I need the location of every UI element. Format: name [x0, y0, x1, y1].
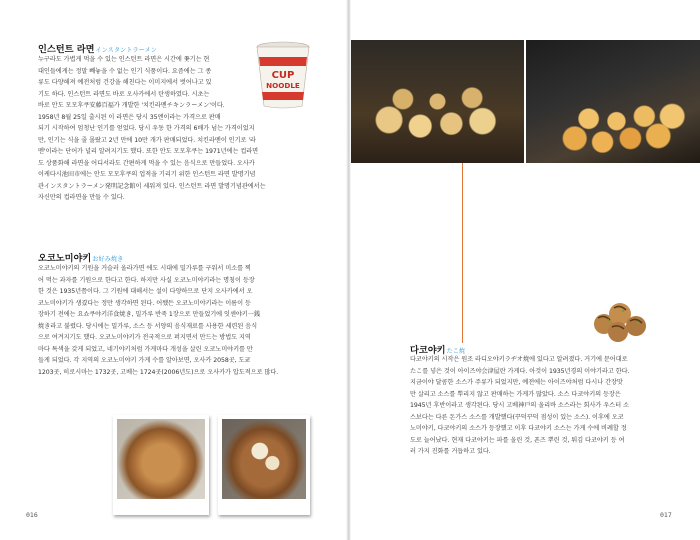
svg-text:NOODLE: NOODLE [266, 81, 300, 90]
text-line: 관インスタントラーメン発明記念館이 세워져 있다. 인스턴트 라면 발명기념관에서는 [38, 182, 266, 190]
text-line: 도 상품화해 라면을 어디서라도 간편하게 먹을 수 있는 음식으로 만들었다. 오사카 [38, 159, 255, 167]
text-line: 이케다시池田市에는 안도 모모후쿠의 업적을 기리기 위한 인스턴트 라면 발명기념 [38, 171, 256, 178]
text-line: 焼き라고 불렸다. 당시에는 밀가루, 소스 등 서양의 음식재료를 사용한 세련된 음식 [38, 322, 258, 330]
okonomiyaki-photo-1 [117, 419, 205, 499]
takoyaki-heading: 다코야키たこ焼 [410, 345, 466, 356]
text-line: 코노미야키가 생겼다는 정만 생각하면 된다. 어쨌든 오코노미야키라는 이름이 등 [38, 299, 251, 307]
takoyaki-balls-image [590, 296, 652, 346]
text-line: たこ를 넣은 것이 아이즈야会津屋란 가게다. 아것이 1935년경의 이야기라고 한다. [410, 367, 630, 375]
text-line: 지금이야 달콤한 소스가 주류가 되었지만, 예전에는 아이즈야처럼 다시나 간장맛 [410, 379, 623, 386]
left-page-number: 016 [26, 511, 38, 519]
okonomiyaki-heading: 오코노미야키お好み焼き [38, 253, 124, 264]
text-line: 기도 하다. 인스턴트 라면도 바로 오사카에서 탄생하였다. 시초는 [38, 90, 210, 98]
text-line: 장하기 전에는 요쇼쿠야키洋食焼き, 밀가루 반죽 1장으로 만들었기에 잇센야키一銭 [38, 311, 261, 318]
okonomiyaki-photo-frame-1 [113, 415, 209, 515]
text-line: 만, 인기는 식을 줄 몰랐고 2년 만에 10만 개가 판매되었다. 치킨라멘이 인기로 '라 [38, 136, 256, 144]
text-line: 1203곳, 히로시마는 1732곳, 고베는 1724곳(2006년도)으로 오사카가 압도적으로 많다. [38, 368, 279, 376]
ramen-heading: 인스턴트 라면インスタントラーメン [38, 44, 157, 55]
text-line: 노미야키, 다코야키의 소스가 등장했고 이후 다코야키 소스는 가게 수에 비례할 정 [410, 425, 627, 432]
text-line: 대인들에게는 정말 빼놓을 수 없는 인기 식품이다. 요즘에는 그 종 [38, 67, 212, 75]
text-line: 1958년 8월 25일 출시된 이 라면은 당시 35엔이라는 가격으로 판매 [38, 113, 221, 121]
text-line: 오코노미야키의 기원을 거슬러 올라가면 에도 시대에 밀가루를 구워서 미소를 찍 [38, 265, 251, 272]
text-line: 만 살리고 소스를 뿌리지 않고 판매하는 가게가 많았다. 소스 다코야키의 등장은 [410, 390, 621, 398]
svg-text:CUP: CUP [271, 70, 295, 81]
text-line: 멘'이라는 단어가 널리 알려지기도 했다. 또한 안도 모모후쿠는 1971년에는 컵라면 [38, 148, 259, 155]
text-line: 어 먹는 과자를 기원으로 한다고 한다. 하지만 사실 오코노미야키라는 명칭이 등장 [38, 276, 255, 284]
takoyaki-stall-photo [351, 40, 524, 163]
text-line: 스보다는 다른 돈가스 소스를 개발했다(꾸덕꾸덕 점성이 있는 소스). 이후에 오코 [410, 413, 624, 421]
text-line: 자신만의 컵라면을 만들 수 있다. [38, 194, 125, 201]
takoyaki-body-text [410, 354, 688, 458]
text-line: 류도 다양해져 예전처럼 건강을 해친다는 이미지에서 벗어나고 있 [38, 79, 212, 86]
text-line: 도로 늘어났다. 현재 다코야키는 파를 올린 것, 폰즈 뿌린 것, 튀김 다코야키 등 여 [410, 436, 625, 444]
text-line: 러 가지 진화를 거듭하고 있다. [410, 448, 491, 455]
takoyaki-grill-photo [526, 40, 700, 163]
text-line: 으로 여겨지기도 했다. 오코노미야키가 전국적으로 퍼지면서 만드는 방법도 지역 [38, 334, 251, 341]
text-line: 1945년 후반이라고 생각된다. 당시 고베神戸의 올리바 소스라는 회사가 우스터 소 [410, 402, 629, 409]
text-line: 바로 안도 모모후쿠安藤百福가 개발한 '치킨라멘チキンラーメン'이다. [38, 102, 225, 109]
okonomiyaki-body-text [38, 263, 328, 378]
okonomiyaki-photo-2 [222, 419, 306, 499]
text-line: 다코야키의 시작은 원조 라디오야키ラヂオ焼에 있다고 알려졌다. 거기에 문어대로 [410, 356, 628, 363]
cup-noodle-image [252, 40, 314, 110]
vertical-divider [462, 163, 463, 343]
text-line: 누구라도 가볍게 먹을 수 있는 인스턴트 라면은 시간에 쫓기는 현 [38, 56, 210, 63]
text-line: 한 것은 1935년쯤이다. 그 기원에 대해서는 설이 다양하므로 단지 오사카에서 오 [38, 288, 253, 295]
text-line: 마다 특색을 갖게 되었고, 네기야키처럼 가게마다 개성을 살린 오코노미야키를 만 [38, 345, 253, 353]
right-page-number: 017 [660, 511, 672, 519]
text-line: 들게 되었다. 각 지역의 오코노미야키 가게 수를 알아보면, 오사카 2058곳, 도쿄 [38, 357, 251, 364]
text-line: 되기 시작하여 엄청난 인기를 얻었다. 당시 우동 한 가격의 6배가 넘는 가격이었지 [38, 125, 255, 132]
okonomiyaki-photo-frame-2 [218, 415, 310, 515]
